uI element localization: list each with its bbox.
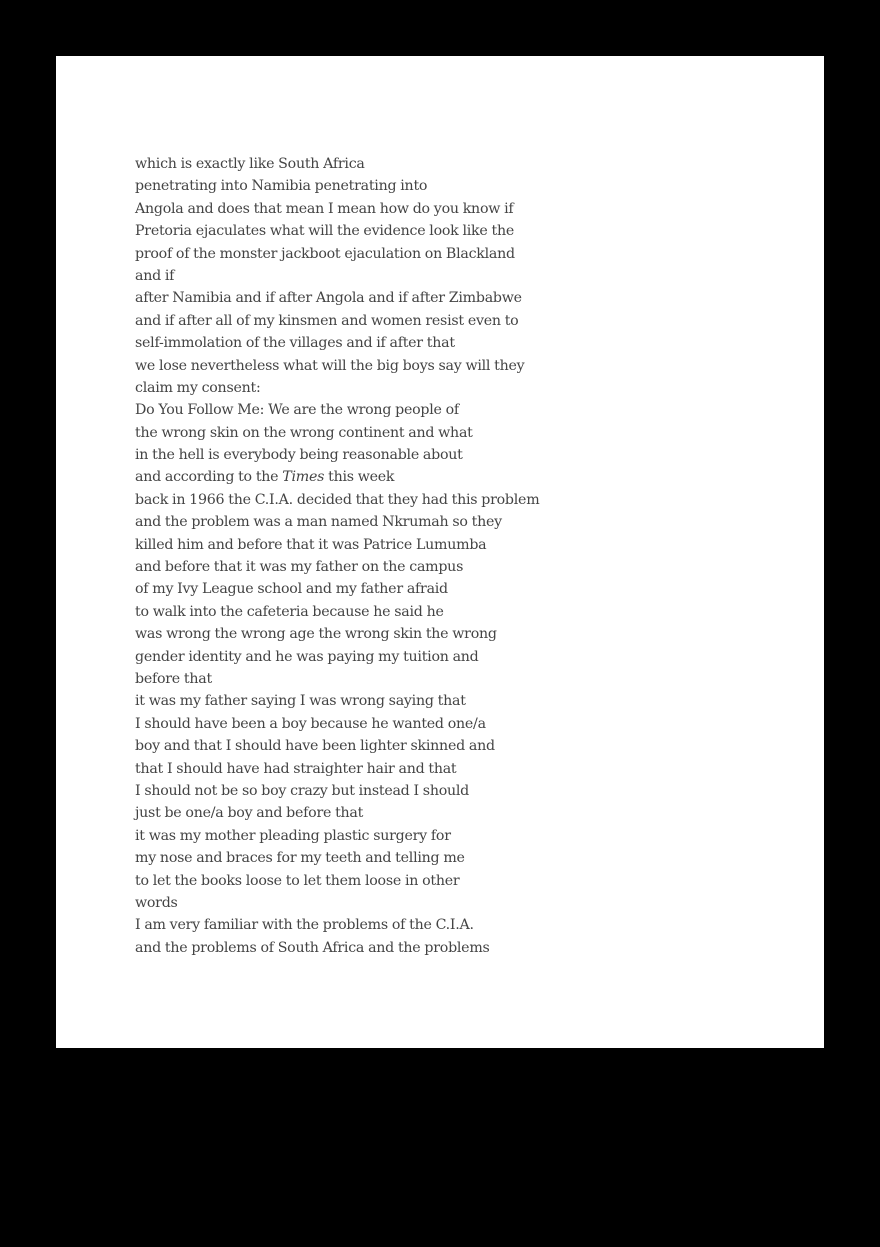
poem-text [135,153,539,959]
poem-line: and before that it was my father on the campus [135,559,464,576]
line-text: this week [324,469,395,486]
poem-line: gender identity and he was paying my tuition and [135,648,479,665]
document-page [56,56,824,1048]
poem-line: Do You Follow Me: We are the wrong people of [135,402,459,419]
poem-line: the wrong skin on the wrong continent and what [135,424,473,441]
poem-line: Angola and does that mean I mean how do you know if [135,200,514,217]
poem-line: it was my mother pleading plastic surgery for [135,827,451,844]
poem-line: of my Ivy League school and my father afraid [135,581,448,598]
poem-line: which is exactly like South Africa [135,156,365,172]
poem-line: just be one/a boy and before that [135,805,364,822]
poem-line: to let the books loose to let them loose in other [135,872,460,889]
poem-line: penetrating into Namibia penetrating into [135,178,428,195]
poem-line: that I should have had straighter hair and that [135,760,457,777]
poem-line: to walk into the cafeteria because he said he [135,603,444,620]
poem-line: and the problem was a man named Nkrumah so they [135,514,502,531]
poem-line: I should have been a boy because he wanted one/a [135,715,486,732]
line-text: and according to the [135,469,283,486]
poem-line: proof of the monster jackboot ejaculation on Blackland [135,245,515,262]
poem-line: and the problems of South Africa and the problems [135,939,490,956]
poem-line: and if after all of my kinsmen and women resist even to [135,312,519,329]
poem-line: words [135,894,178,911]
poem-line-times [135,466,539,488]
poem-line: back in 1966 the C.I.A. decided that they had this problem [135,491,540,508]
poem-line: it was my father saying I was wrong saying that [135,693,466,710]
poem-line: my nose and braces for my teeth and telling me [135,850,465,867]
poem-line: before that [135,670,212,687]
poem-line: in the hell is everybody being reasonable about [135,447,463,464]
poem-line: Pretoria ejaculates what will the evidence look like the [135,223,514,240]
poem-line: killed him and before that it was Patrice Lumumba [135,536,487,553]
poem-line: self-immolation of the villages and if after that [135,335,455,352]
poem-line: boy and that I should have been lighter skinned and [135,738,495,755]
times-italic: Times [282,469,325,486]
poem-line: was wrong the wrong age the wrong skin the wrong [135,626,497,643]
poem-line: claim my consent: [135,379,261,396]
poem-line: and if [135,267,175,284]
poem-line: I am very familiar with the problems of the C.I.A. [135,917,474,934]
poem-line: we lose nevertheless what will the big boys say will they [135,357,525,374]
poem-line: I should not be so boy crazy but instead I should [135,782,469,799]
poem-line: after Namibia and if after Angola and if after Zimbabwe [135,290,522,307]
